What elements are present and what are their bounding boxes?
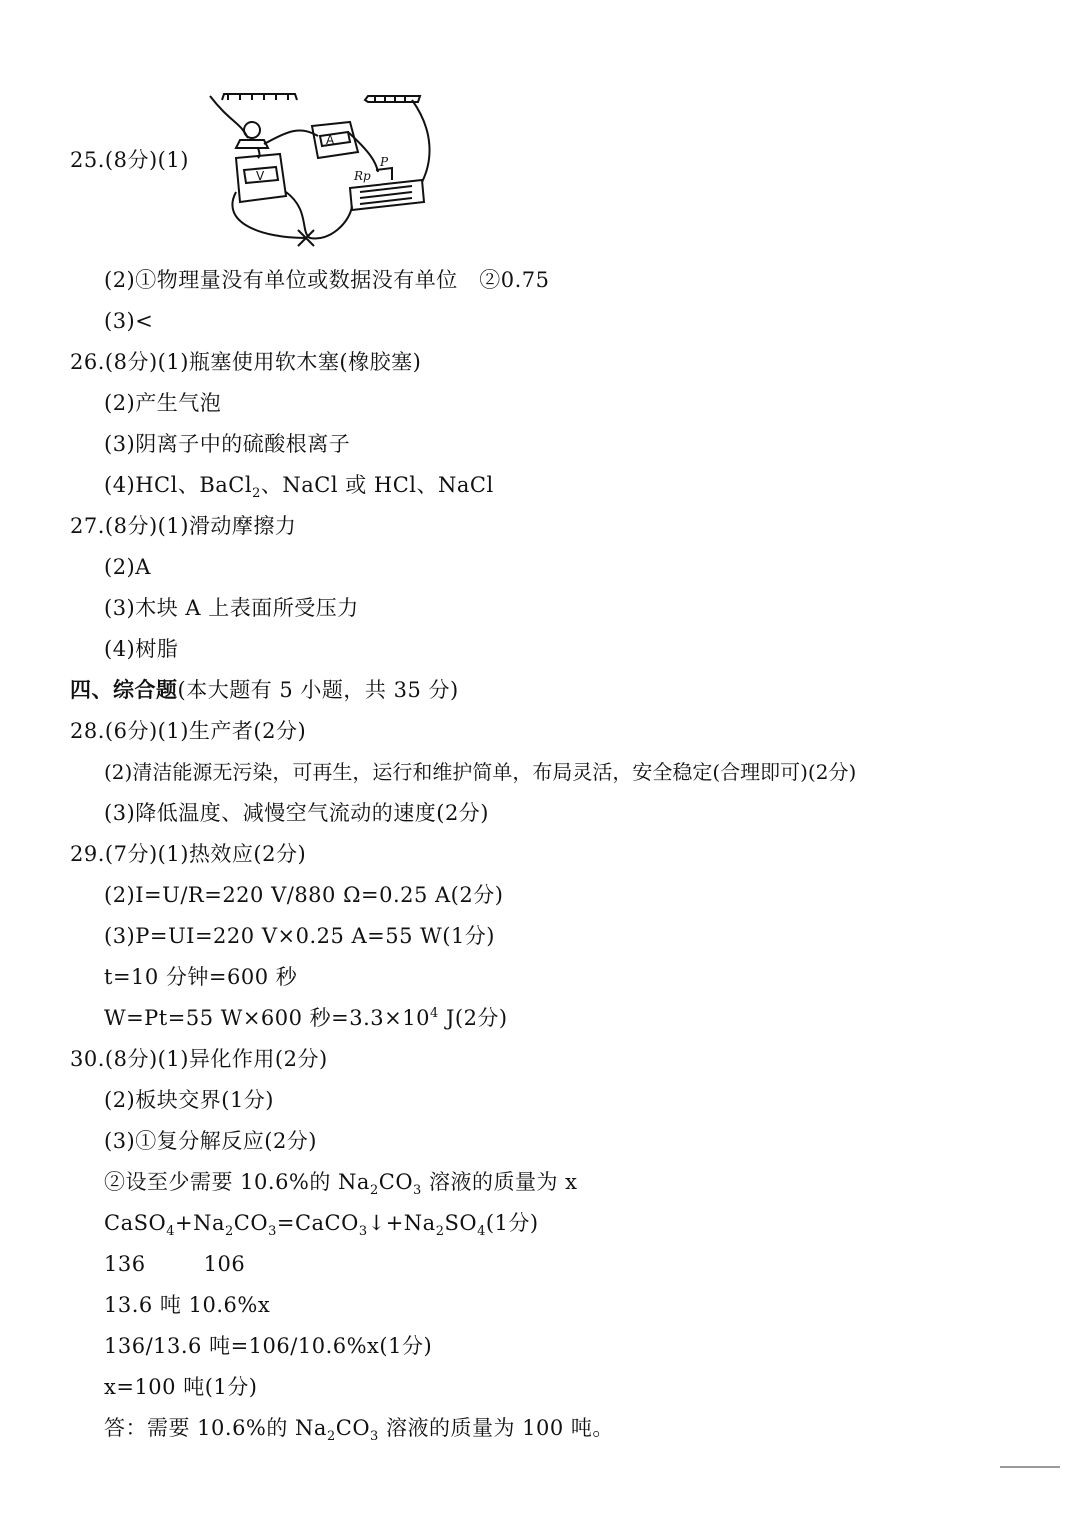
section-note: (本大题有 5 小题，共 35 分): [177, 678, 459, 702]
q29-head: 29.(7分)(1)热效应(2分): [70, 842, 307, 866]
q26-part4-text-b: 、NaCl 或 HCl、NaCl: [260, 473, 494, 497]
q25-part2: (2)①物理量没有单位或数据没有单位 ②0.75: [104, 268, 550, 292]
slider-label: P: [380, 155, 389, 169]
q26-part4-text-a: (4)HCl、BaCl: [104, 473, 253, 497]
eq-a: CaSO: [104, 1211, 167, 1235]
q30-part3: (3)①复分解反应(2分): [104, 1129, 317, 1153]
q26-part3: (3)阴离子中的硫酸根离子: [104, 432, 351, 456]
eq-s5: 2: [435, 1224, 445, 1240]
q28-part3: (3)降低温度、减慢空气流动的速度(2分): [104, 801, 489, 825]
q30-answer: [104, 1414, 614, 1445]
eq-g: (1分): [485, 1211, 539, 1235]
q29-work: [104, 1004, 508, 1032]
q26-head: 26.(8分)(1)瓶塞使用软木塞(橡胶塞): [70, 350, 422, 374]
q26-part2: (2)产生气泡: [104, 391, 222, 415]
q26-part4-sub: 2: [252, 486, 261, 502]
eq-s6: 4: [477, 1224, 486, 1240]
section-title: 四、综合题: [70, 677, 178, 702]
eq-f: SO: [444, 1211, 478, 1235]
q30-head: 30.(8分)(1)异化作用(2分): [70, 1047, 328, 1071]
q30-proportion: 136/13.6 吨=106/10.6%x(1分): [104, 1334, 433, 1358]
section-heading: [70, 676, 459, 704]
circuit-diagram: [200, 92, 440, 252]
q30-assume-a: ②设至少需要 10.6%的 Na: [104, 1170, 370, 1194]
footer-rule: [1000, 1466, 1060, 1468]
q30-assume-c: 溶液的质量为 x: [421, 1170, 578, 1194]
eq-d: =CaCO: [276, 1211, 359, 1235]
q25-head: 25.(8分)(1): [70, 148, 189, 172]
q30-equation: [104, 1209, 539, 1240]
eq-c: CO: [233, 1211, 269, 1235]
q30-assume-sub2: 3: [413, 1183, 422, 1199]
q28-part2: (2)清洁能源无污染，可再生，运行和维护简单，布局灵活，安全稳定(合理即可)(2分): [104, 760, 857, 784]
q30-answer-b: CO: [335, 1416, 371, 1440]
q30-answer-a: 答：需要 10.6%的 Na: [104, 1416, 327, 1440]
q30-mass: 13.6 吨 10.6%x: [104, 1293, 271, 1317]
q28-head: 28.(6分)(1)生产者(2分): [70, 719, 307, 743]
eq-s3: 3: [268, 1224, 277, 1240]
q29-time: t=10 分钟=600 秒: [104, 965, 298, 989]
eq-s4: 3: [358, 1224, 368, 1240]
q30-assume: [104, 1168, 578, 1199]
q30-molar-2: 106: [203, 1252, 246, 1276]
q29-work-a: W=Pt=55 W×600 秒=3.3×10: [104, 1006, 430, 1030]
q25-part3: (3)<: [104, 309, 154, 333]
rheostat-label: Rp: [354, 169, 371, 183]
q27-part4: (4)树脂: [104, 637, 179, 661]
voltmeter-label: V: [256, 169, 265, 183]
q30-result: x=100 吨(1分): [104, 1375, 258, 1399]
q30-answer-c: 溶液的质量为 100 吨。: [378, 1416, 614, 1440]
q26-part4: [104, 471, 494, 502]
q29-work-exp: 4: [430, 1006, 439, 1021]
q27-head: 27.(8分)(1)滑动摩擦力: [70, 514, 297, 538]
q27-part3: (3)木块 A 上表面所受压力: [104, 596, 359, 620]
eq-s2: 2: [224, 1224, 234, 1240]
q30-assume-b: CO: [378, 1170, 414, 1194]
q30-answer-sub2: 3: [370, 1429, 379, 1445]
q30-molar-1: 136: [104, 1252, 146, 1276]
eq-b: +Na: [174, 1211, 225, 1235]
ammeter-label: A: [326, 133, 335, 147]
q29-part2: (2)I=U/R=220 V/880 Ω=0.25 A(2分): [104, 883, 504, 907]
q29-part3: (3)P=UI=220 V×0.25 A=55 W(1分): [104, 924, 496, 948]
q27-part2: (2)A: [104, 555, 151, 579]
q30-answer-sub1: 2: [326, 1429, 336, 1445]
eq-e: ↓+Na: [367, 1211, 436, 1235]
q30-molar: [104, 1250, 245, 1278]
q29-work-b: J(2分): [438, 1006, 508, 1030]
eq-s1: 4: [166, 1224, 175, 1240]
q30-assume-sub1: 2: [369, 1183, 379, 1199]
q30-part2: (2)板块交界(1分): [104, 1088, 274, 1112]
